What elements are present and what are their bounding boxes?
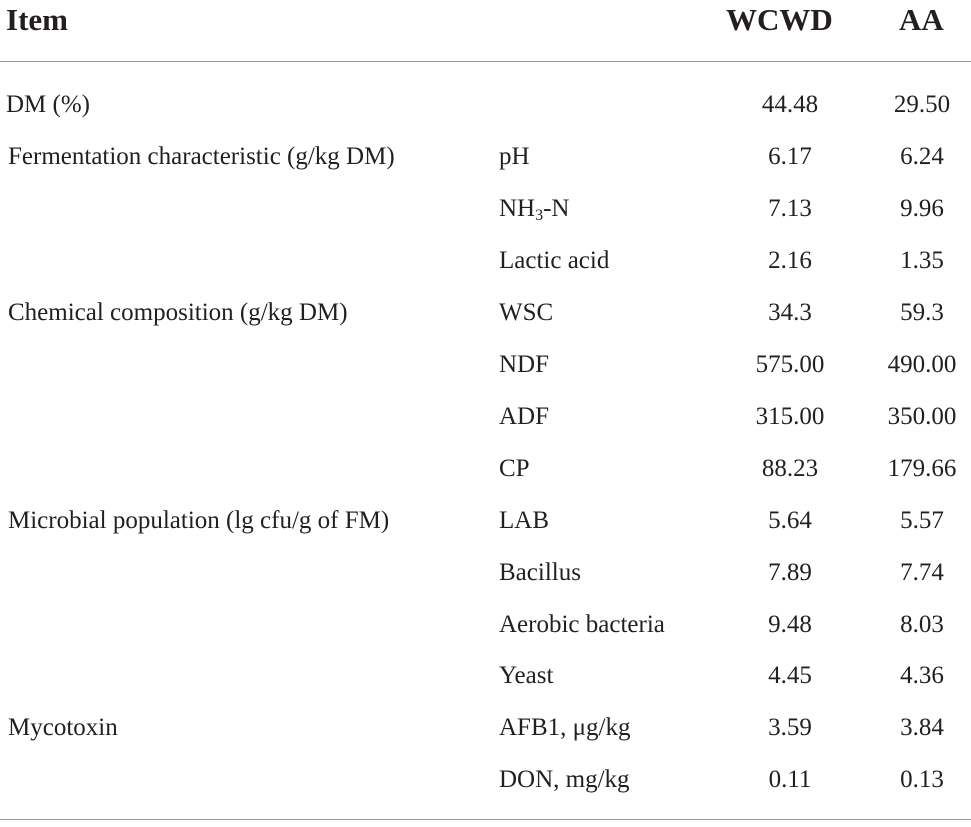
table-row <box>0 79 971 131</box>
row-subitem: WSC <box>499 299 554 326</box>
row-category: Fermentation characteristic (g/kg DM) <box>8 143 395 170</box>
row-subitem: Yeast <box>499 662 554 689</box>
table-row <box>0 391 971 443</box>
row-wcwd-value: 88.23 <box>761 455 819 482</box>
row-wcwd-value: 4.45 <box>768 662 812 689</box>
row-subitem: Aerobic bacteria <box>499 611 665 638</box>
row-aa-value: 3.84 <box>900 714 944 741</box>
row-subitem: AFB1, μg/kg <box>499 714 631 741</box>
header-aa: AA <box>899 2 944 37</box>
row-subitem: LAB <box>499 507 549 534</box>
row-aa-value: 0.13 <box>900 766 944 793</box>
table-header <box>0 0 971 40</box>
row-wcwd-value: 3.59 <box>768 714 812 741</box>
row-aa-value: 490.00 <box>887 351 957 378</box>
row-category: Chemical composition (g/kg DM) <box>8 299 348 326</box>
row-wcwd-value: 7.13 <box>768 195 812 222</box>
row-wcwd-value: 34.3 <box>768 299 812 326</box>
row-aa-value: 8.03 <box>900 611 944 638</box>
row-aa-value: 59.3 <box>900 299 944 326</box>
table-row <box>0 287 971 339</box>
row-aa-value: 350.00 <box>887 403 957 430</box>
row-aa-value: 6.24 <box>900 143 944 170</box>
row-subitem <box>499 183 570 235</box>
table-row <box>0 235 971 287</box>
row-subitem: ADF <box>499 403 550 430</box>
row-subitem: Bacillus <box>499 559 581 586</box>
table-row <box>0 599 971 651</box>
subitem-main: NH <box>499 195 536 222</box>
row-subitem: NDF <box>499 351 550 378</box>
row-wcwd-value: 0.11 <box>768 766 812 793</box>
row-wcwd-value: 9.48 <box>768 611 812 638</box>
table-row <box>0 131 971 183</box>
row-subitem: DON, mg/kg <box>499 766 630 793</box>
table-row <box>0 754 971 806</box>
row-wcwd-value: 315.00 <box>755 403 825 430</box>
row-category: Mycotoxin <box>8 714 118 741</box>
row-wcwd-value: 2.16 <box>768 247 812 274</box>
table-row <box>0 339 971 391</box>
header-divider <box>0 61 971 62</box>
table-row <box>0 650 971 702</box>
row-category: DM (%) <box>6 91 91 118</box>
table-row <box>0 495 971 547</box>
row-wcwd-value: 7.89 <box>768 559 812 586</box>
row-aa-value: 1.35 <box>900 247 944 274</box>
row-aa-value: 4.36 <box>900 662 944 689</box>
row-aa-value: 7.74 <box>900 559 944 586</box>
table-row <box>0 702 971 754</box>
table-row <box>0 443 971 495</box>
row-subitem: pH <box>499 143 530 170</box>
row-aa-value: 9.96 <box>900 195 944 222</box>
subitem-tail: -N <box>543 195 570 222</box>
row-subitem: Lactic acid <box>499 247 610 274</box>
row-wcwd-value: 575.00 <box>755 351 825 378</box>
row-category: Microbial population (lg cfu/g of FM) <box>8 507 390 534</box>
header-wcwd: WCWD <box>726 2 833 37</box>
row-wcwd-value: 5.64 <box>768 507 812 534</box>
table-row <box>0 547 971 599</box>
header-item: Item <box>6 2 68 37</box>
row-wcwd-value: 44.48 <box>761 91 819 118</box>
row-aa-value: 179.66 <box>887 455 957 482</box>
row-aa-value: 29.50 <box>893 91 951 118</box>
table-row <box>0 183 971 235</box>
row-aa-value: 5.57 <box>900 507 944 534</box>
subitem-subscript: 3 <box>535 207 544 224</box>
row-wcwd-value: 6.17 <box>768 143 812 170</box>
row-subitem: CP <box>499 455 530 482</box>
table-bottom-rule <box>0 819 971 820</box>
